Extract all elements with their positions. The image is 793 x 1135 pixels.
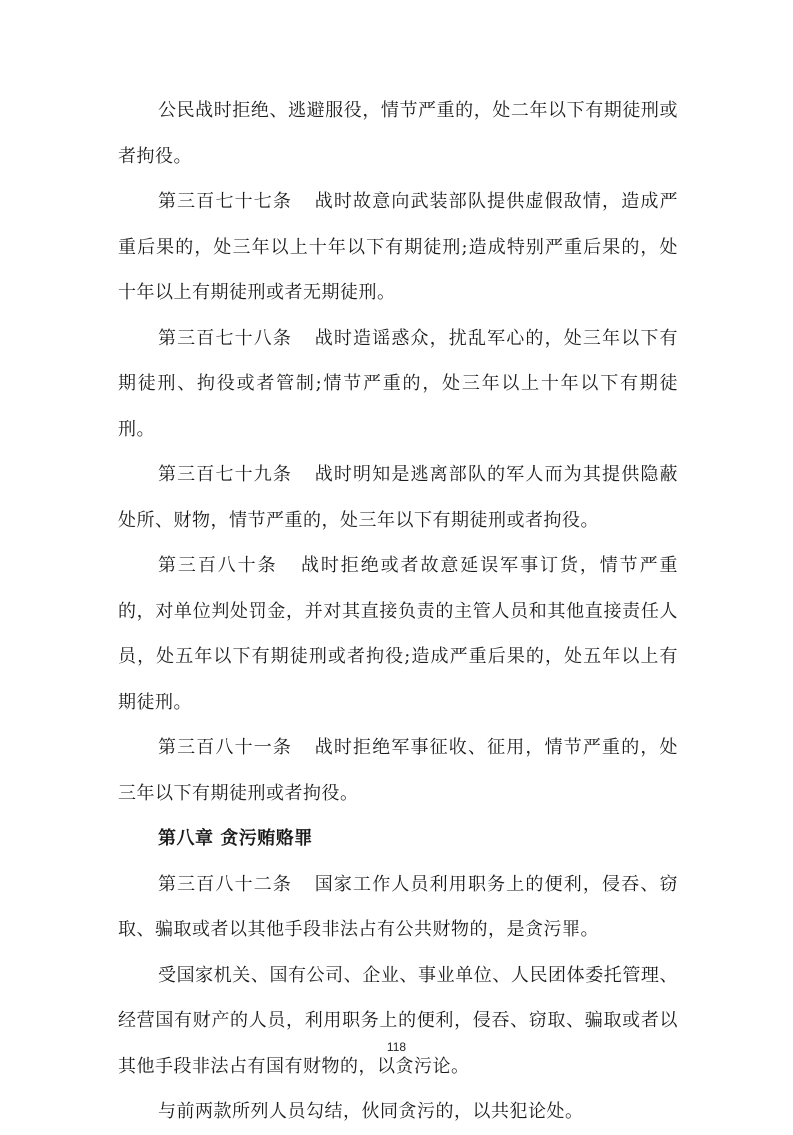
- article-number: 第三百七十九条: [158, 464, 293, 485]
- article-number: 第三百七十八条: [158, 327, 293, 349]
- article-number: 第三百八十一条: [158, 737, 293, 758]
- article-number: 第三百八十二条: [158, 873, 293, 895]
- article-number: 第三百八十条: [158, 555, 278, 576]
- paragraph-body: 公民战时拒绝、逃避服役，情节严重的，处二年以下有期徒刑或者拘役。: [118, 100, 678, 167]
- page-number: 118: [386, 1040, 407, 1054]
- paragraph-entrusted-personnel: [118, 953, 678, 1090]
- article-377: [118, 179, 678, 316]
- paragraph-body: 受国家机关、国有公司、企业、事业单位、人民团体委托管理、经营国有财产的人员，利用职务上的便利，侵吞、窃取、骗取或者以其他手段非法占有国有财物的，以贪污论。: [118, 964, 678, 1077]
- chapter-heading: 第八章 贪污贿赂罪: [158, 828, 313, 849]
- article-body: 国家工作人员利用职务上的便利，侵吞、窃取、骗取或者以其他手段非法占有公共财物的，是贪污罪。: [118, 873, 678, 940]
- article-378: [118, 316, 678, 453]
- article-381: [118, 725, 678, 816]
- paragraph-body: 与前两款所列人员勾结，伙同贪污的，以共犯论处。: [158, 1101, 584, 1122]
- article-body: 战时造谣惑众，扰乱军心的，处三年以下有期徒刑、拘役或者管制;情节严重的，处三年以上十年以下有期徒刑。: [118, 327, 678, 440]
- paragraph-accomplices: [118, 1089, 678, 1135]
- page-content: [118, 88, 678, 1135]
- article-number: 第三百七十七条: [158, 191, 293, 212]
- article-body: 战时拒绝或者故意延误军事订货，情节严重的，对单位判处罚金，并对其直接负责的主管人员和其他直接责任人员，处五年以下有期徒刑或者拘役;造成严重后果的，处五年以上有期徒刑。: [118, 555, 679, 713]
- paragraph-wartime-service-refusal: [118, 88, 678, 179]
- article-body: 战时故意向武装部队提供虚假敌情，造成严重后果的，处三年以上十年以下有期徒刑;造成特别严重后果的，处十年以上有期徒刑或者无期徒刑。: [118, 191, 678, 303]
- article-body: 战时明知是逃离部队的军人而为其提供隐蔽处所、财物，情节严重的，处三年以下有期徒刑或者拘役。: [118, 464, 678, 531]
- article-379: [118, 452, 678, 543]
- article-382: [118, 862, 678, 953]
- article-380: [118, 543, 678, 725]
- article-body: 战时拒绝军事征收、征用，情节严重的，处三年以下有期徒刑或者拘役。: [118, 737, 678, 804]
